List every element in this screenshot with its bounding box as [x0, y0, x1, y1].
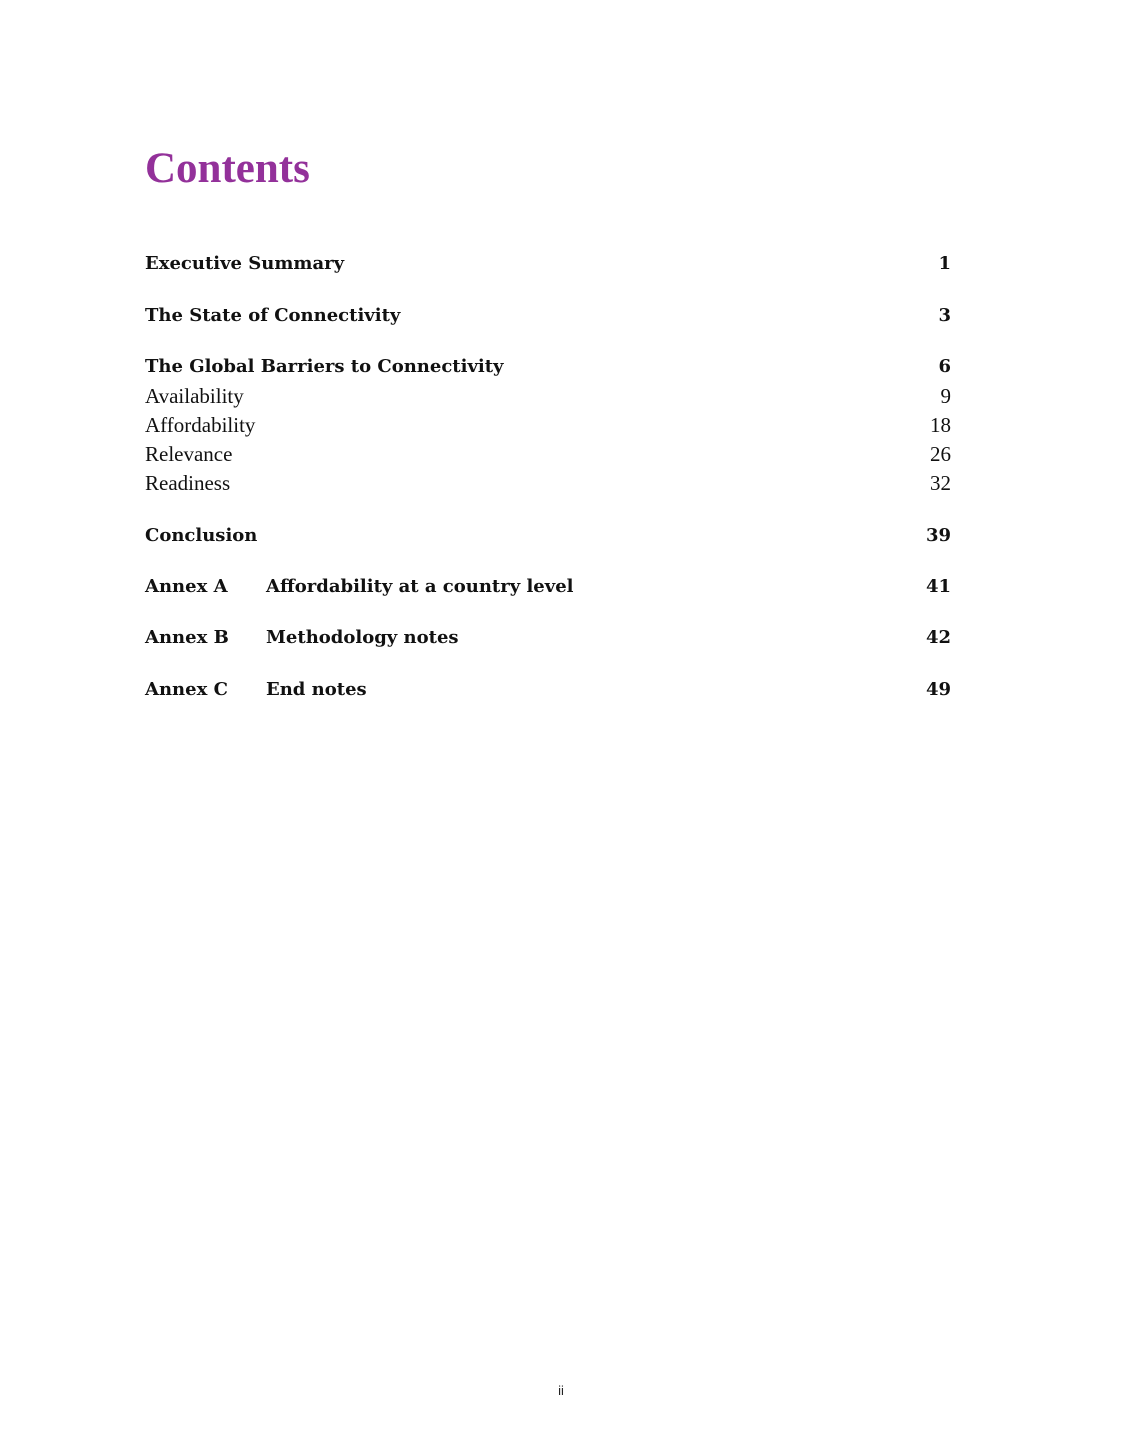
toc-page-number: 6: [938, 356, 951, 377]
toc-subentry-readiness[interactable]: [145, 468, 951, 498]
toc-entry-label: Affordability: [145, 413, 256, 437]
toc-entry-label: Availability: [145, 384, 244, 408]
toc-page-number: 41: [925, 576, 951, 597]
toc-annex-label: Annex C: [145, 679, 228, 700]
toc-entry-state-of-connectivity[interactable]: [145, 301, 951, 331]
toc-page-number: 1: [938, 253, 951, 274]
toc-annex-label: Annex A: [145, 576, 228, 597]
toc-entry-label: The State of Connectivity: [145, 305, 401, 326]
toc-page-number: 42: [925, 627, 951, 648]
toc-entry-conclusion[interactable]: [145, 521, 951, 551]
toc-page-number: 39: [925, 525, 951, 546]
footer-page-number: ii: [558, 1383, 564, 1398]
toc-annex-title: Affordability at a country level: [266, 576, 574, 597]
toc-annex-title: End notes: [266, 679, 367, 700]
page-title: Contents: [145, 145, 310, 192]
toc-annex-title: Methodology notes: [266, 627, 459, 648]
toc-page-number: 9: [940, 384, 951, 408]
toc-entry-annex-b[interactable]: [145, 623, 951, 653]
toc-entry-label: The Global Barriers to Connectivity: [145, 356, 504, 377]
toc-subentry-availability[interactable]: [145, 381, 951, 411]
toc-page-number: 26: [930, 442, 951, 466]
toc-page-number: 49: [925, 679, 951, 700]
toc-page-number: 18: [930, 413, 951, 437]
toc-entry-label: Conclusion: [145, 525, 258, 546]
toc-annex-label: Annex B: [145, 627, 229, 648]
toc-subentry-affordability[interactable]: [145, 410, 951, 440]
toc-entry-label: Readiness: [145, 471, 231, 495]
toc-entry-annex-c[interactable]: [145, 675, 951, 705]
toc-page-number: 3: [938, 305, 951, 326]
toc-entry-annex-a[interactable]: [145, 572, 951, 602]
toc-subentry-relevance[interactable]: [145, 439, 951, 469]
toc-page-number: 32: [930, 471, 951, 495]
toc-entry-label: Executive Summary: [145, 253, 345, 274]
toc-entry-executive-summary[interactable]: [145, 249, 951, 279]
toc-entry-label: Relevance: [145, 442, 233, 466]
toc-entry-global-barriers[interactable]: [145, 352, 951, 382]
